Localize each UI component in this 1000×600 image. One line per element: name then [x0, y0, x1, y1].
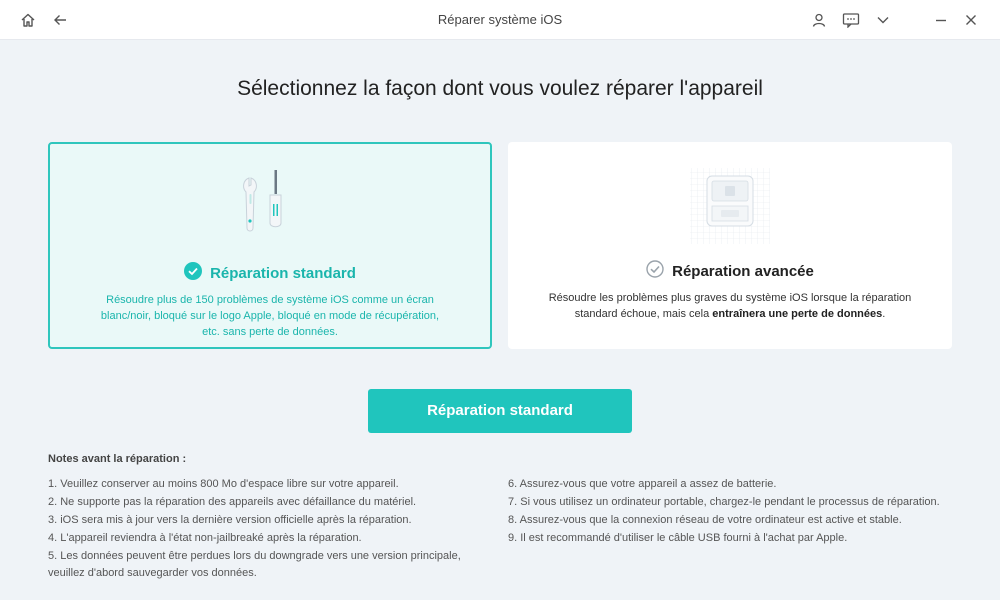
note-item: 9. Il est recommandé d'utiliser le câble USB fourni à l'achat par Apple. [508, 532, 848, 544]
note-item: 1. Veuillez conserver au moins 800 Mo d'espace libre sur votre appareil. [48, 478, 399, 490]
chevron-down-icon[interactable] [873, 10, 893, 30]
page-title: Sélectionnez la façon dont vous voulez réparer l'appareil [237, 77, 763, 100]
notes-title: Notes avant la réparation : [48, 453, 187, 465]
data-loss-warning: entraînera une perte de données [712, 308, 883, 320]
note-item: 3. iOS sera mis à jour vers la dernière version officielle après la réparation. [48, 514, 412, 526]
minimize-icon[interactable] [931, 10, 951, 30]
note-item: 7. Si vous utilisez un ordinateur portable, chargez-le pendant le processus de réparation. [508, 496, 940, 508]
feedback-icon[interactable] [841, 10, 861, 30]
advanced-repair-card[interactable] [508, 142, 952, 349]
device-repair-icon [685, 166, 775, 246]
note-item: 2. Ne supporte pas la réparation des appareils avec défaillance du matériel. [48, 496, 417, 508]
title-bar [0, 0, 1000, 40]
repair-tools-icon [225, 168, 315, 248]
close-icon[interactable] [961, 10, 981, 30]
standard-repair-title: Réparation standard [210, 265, 356, 282]
window-title: Réparer système iOS [437, 12, 563, 27]
notes-list-left [48, 476, 498, 583]
advanced-repair-title: Réparation avancée [672, 263, 814, 280]
start-standard-repair-button[interactable]: Réparation standard [368, 389, 632, 433]
advanced-desc-suffix: . [882, 308, 886, 320]
standard-repair-card[interactable] [48, 142, 492, 349]
note-item: 8. Assurez-vous que la connexion réseau de votre ordinateur est active et stable. [508, 514, 902, 526]
standard-title-row [50, 262, 490, 285]
standard-repair-description: Résoudre plus de 150 problèmes de système iOS comme un écran blanc/noir, bloqué sur le logo Apple, bloqué en mode de récupération, etc. sans perte de données. [100, 294, 440, 338]
check-circle-outline-icon [646, 260, 664, 283]
note-item: 6. Assurez-vous que votre appareil a assez de batterie. [508, 478, 777, 490]
note-item: 5. Les données peuvent être perdues lors du downgrade vers une version principale, veuillez d'abord sauvegarder vos données. [48, 550, 461, 579]
account-icon[interactable] [809, 10, 829, 30]
notes-list-right [508, 476, 948, 548]
advanced-desc-text: Résoudre les problèmes plus graves du système iOS lorsque la réparation standard échoue, mais cela [548, 292, 912, 320]
advanced-title-row [508, 260, 952, 283]
note-item: 4. L'appareil reviendra à l'état non-jailbreaké après la réparation. [48, 532, 362, 544]
advanced-repair-description [548, 290, 912, 322]
check-circle-icon [184, 262, 202, 285]
